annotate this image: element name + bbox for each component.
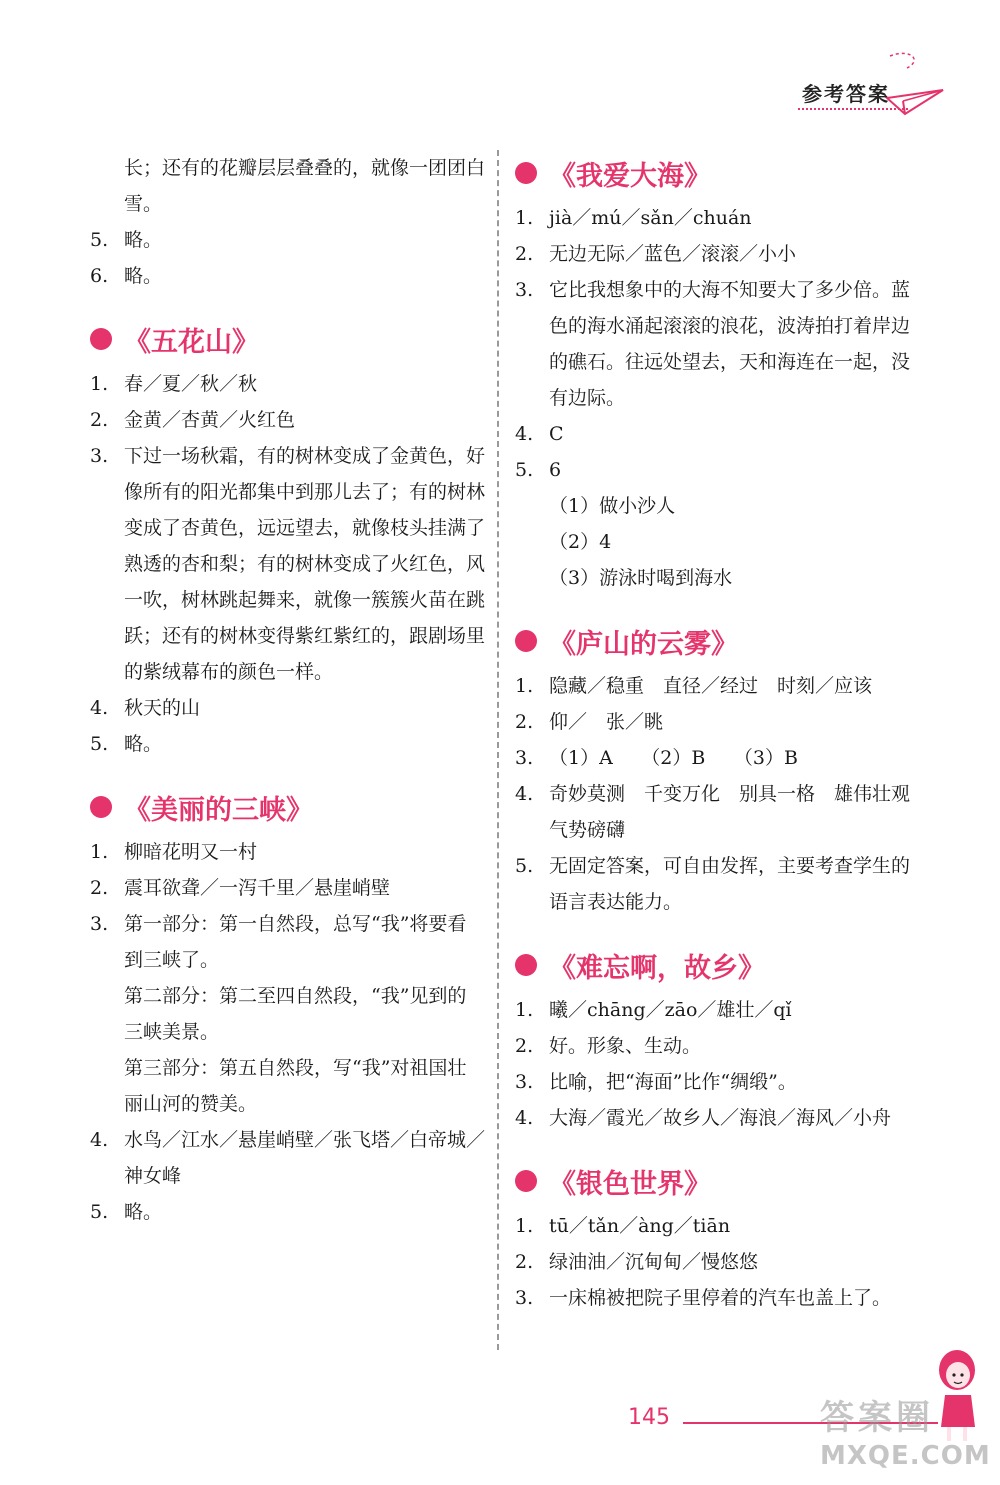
watermark-line1: 答案圈 xyxy=(820,1398,934,1438)
answer-number: 5. xyxy=(90,229,109,251)
answer-number: 5. xyxy=(515,459,534,481)
bullet-dot-icon xyxy=(90,796,112,818)
section-title: 《五花山》 xyxy=(90,316,485,362)
answer-number: 5. xyxy=(515,855,534,877)
bullet-dot-icon xyxy=(90,328,112,350)
answer-text: 略。 xyxy=(124,229,163,251)
answer-item xyxy=(90,870,485,906)
answer-text: 略。 xyxy=(124,1201,163,1223)
answer-text: 6 xyxy=(549,459,562,481)
answer-number: 1. xyxy=(90,373,109,395)
answer-number: 2. xyxy=(90,409,109,431)
section-title: 《庐山的云雾》 xyxy=(515,618,915,664)
answer-text: 无固定答案，可自由发挥，主要考查学生的语言表达能力。 xyxy=(549,855,911,913)
answer-number: 6. xyxy=(90,265,109,287)
answer-number: 4. xyxy=(515,783,534,805)
answer-number: 3. xyxy=(515,1287,534,1309)
answer-item xyxy=(90,906,485,1122)
answer-number: 4. xyxy=(515,423,534,445)
answer-item xyxy=(90,150,485,222)
answer-item xyxy=(515,1208,915,1244)
answer-text: 第一部分：第一自然段，总写“我”将要看到三峡了。 xyxy=(124,913,467,971)
answer-item xyxy=(90,222,485,258)
bullet-dot-icon xyxy=(515,954,537,976)
answer-number: 2. xyxy=(515,1035,534,1057)
answer-number: 5. xyxy=(90,1201,109,1223)
answer-item xyxy=(90,690,485,726)
answer-item xyxy=(515,668,915,704)
answer-text: 柳暗花明又一村 xyxy=(124,841,258,863)
answer-text: 略。 xyxy=(124,733,163,755)
answer-item xyxy=(515,452,915,596)
answer-text: jià／mú／sǎn／chuán xyxy=(549,207,752,229)
section-yinseshijie xyxy=(515,1158,915,1316)
answer-item xyxy=(90,726,485,762)
answer-number: 2. xyxy=(515,711,534,733)
answer-text: 水鸟／江水／悬崖峭壁／张飞塔／白帝城／神女峰 xyxy=(124,1129,486,1187)
answer-number: 3. xyxy=(90,913,109,935)
answer-text: 略。 xyxy=(124,265,163,287)
bullet-dot-icon xyxy=(515,162,537,184)
answer-item xyxy=(515,1064,915,1100)
answer-item xyxy=(90,834,485,870)
section-wuhuashan xyxy=(90,316,485,762)
answer-number: 3. xyxy=(90,445,109,467)
section-title: 《难忘啊，故乡》 xyxy=(515,942,915,988)
answer-text: 曦／chāng／zāo／雄壮／qǐ xyxy=(549,999,792,1021)
section-guxiang xyxy=(515,942,915,1136)
answer-number: 1. xyxy=(515,999,534,1021)
answer-text: 绿油油／沉甸甸／慢悠悠 xyxy=(549,1251,759,1273)
answer-number: 5. xyxy=(90,733,109,755)
answer-text: 无边无际／蓝色／滚滚／小小 xyxy=(549,243,797,265)
answer-number: 2. xyxy=(515,243,534,265)
answer-item xyxy=(90,1122,485,1194)
answer-item xyxy=(515,1244,915,1280)
answer-item xyxy=(515,704,915,740)
column-divider xyxy=(497,150,499,1350)
answer-number: 3. xyxy=(515,279,534,301)
answer-text: 隐藏／稳重 直径／经过 时刻／应该 xyxy=(549,675,873,697)
answer-number: 1. xyxy=(515,207,534,229)
answer-item xyxy=(515,848,915,920)
answer-number: 1. xyxy=(90,841,109,863)
answer-text: 金黄／杏黄／火红色 xyxy=(124,409,296,431)
answer-number: 3. xyxy=(515,747,534,769)
answer-text: 下过一场秋霜，有的树林变成了金黄色，好像所有的阳光都集中到那儿去了；有的树林变成了杏黄色，远远望去，就像枝头挂满了熟透的杏和梨；有的树林变成了火红色，风一吹，树林跳起舞来，就像一簇簇火苗在跳跃；还有的树林变得紫红紫红的，跟剧场里的紫绒幕布的颜色一样。 xyxy=(124,445,486,683)
answer-text: 震耳欲聋／一泻千里／悬崖峭壁 xyxy=(124,877,391,899)
answer-text: 仰／ 张／眺 xyxy=(549,711,664,733)
section-lushan xyxy=(515,618,930,920)
answer-number: 1. xyxy=(515,675,534,697)
watermark-line2: MXQE.COM xyxy=(820,1441,991,1471)
section-continued xyxy=(90,150,485,294)
answer-item xyxy=(515,776,930,848)
answer-item xyxy=(515,236,915,272)
answer-text: 大海／霞光／故乡人／海浪／海风／小舟 xyxy=(549,1107,892,1129)
answer-item xyxy=(90,258,485,294)
answer-number: 4. xyxy=(90,1129,109,1151)
answer-text: 一床棉被把院子里停着的汽车也盖上了。 xyxy=(549,1287,892,1309)
header-dotted-rule xyxy=(798,108,908,110)
answer-item xyxy=(515,1100,915,1136)
answer-text: （1）A （2）B （3）B xyxy=(549,747,798,769)
answer-text: 秋天的山 xyxy=(124,697,201,719)
page-number: 145 xyxy=(628,1405,670,1430)
answer-number: 2. xyxy=(90,877,109,899)
answer-text: 春／夏／秋／秋 xyxy=(124,373,258,395)
answer-item xyxy=(515,1028,915,1064)
section-sanxia xyxy=(90,784,485,1230)
answer-text: （1）做小沙人 xyxy=(549,495,676,517)
answer-number: 4. xyxy=(90,697,109,719)
answer-item xyxy=(515,200,915,236)
section-title: 《美丽的三峡》 xyxy=(90,784,485,830)
bullet-dot-icon xyxy=(515,1170,537,1192)
answer-item xyxy=(90,438,485,690)
answer-text: 第三部分：第五自然段，写“我”对祖国壮丽山河的赞美。 xyxy=(124,1057,467,1115)
answer-number: 1. xyxy=(515,1215,534,1237)
answer-item xyxy=(515,992,915,1028)
right-column xyxy=(515,150,930,1338)
answer-item xyxy=(515,416,915,452)
answer-item xyxy=(90,402,485,438)
answer-text: 比喻，把“海面”比作“绸缎”。 xyxy=(549,1071,797,1093)
section-title: 《银色世界》 xyxy=(515,1158,915,1204)
answer-number: 3. xyxy=(515,1071,534,1093)
bullet-dot-icon xyxy=(515,630,537,652)
answer-number xyxy=(90,150,124,222)
page-header-title: 参考答案 xyxy=(802,82,890,106)
answer-text: 第二部分：第二至四自然段，“我”见到的三峡美景。 xyxy=(124,985,467,1043)
section-title: 《我爱大海》 xyxy=(515,150,915,196)
answer-number: 4. xyxy=(515,1107,534,1129)
page-header xyxy=(790,48,960,123)
answer-text: tū／tǎn／àng／tiān xyxy=(549,1215,731,1237)
answer-item xyxy=(90,366,485,402)
answer-text: （2）4 xyxy=(549,531,612,553)
answer-item xyxy=(515,272,915,416)
answer-item xyxy=(515,1280,915,1316)
answer-item xyxy=(515,740,915,776)
answer-text: 奇妙莫测 千变万化 别具一格 雄伟壮观 气势磅礴 xyxy=(549,783,930,841)
answer-text: C xyxy=(549,423,564,445)
left-column xyxy=(90,150,485,1252)
watermark xyxy=(820,1390,990,1470)
answer-text: 长；还有的花瓣层层叠叠的，就像一团团白雪。 xyxy=(124,157,486,215)
answer-text: 它比我想象中的大海不知要大了多少倍。蓝色的海水涌起滚滚的浪花，波涛拍打着岸边的礁石。往远处望去，天和海连在一起，没有边际。 xyxy=(549,279,911,409)
answer-number: 2. xyxy=(515,1251,534,1273)
answer-text: 好。形象、生动。 xyxy=(549,1035,702,1057)
answer-text: （3）游泳时喝到海水 xyxy=(549,567,733,589)
answer-item xyxy=(90,1194,485,1230)
section-woaidahai xyxy=(515,150,915,596)
